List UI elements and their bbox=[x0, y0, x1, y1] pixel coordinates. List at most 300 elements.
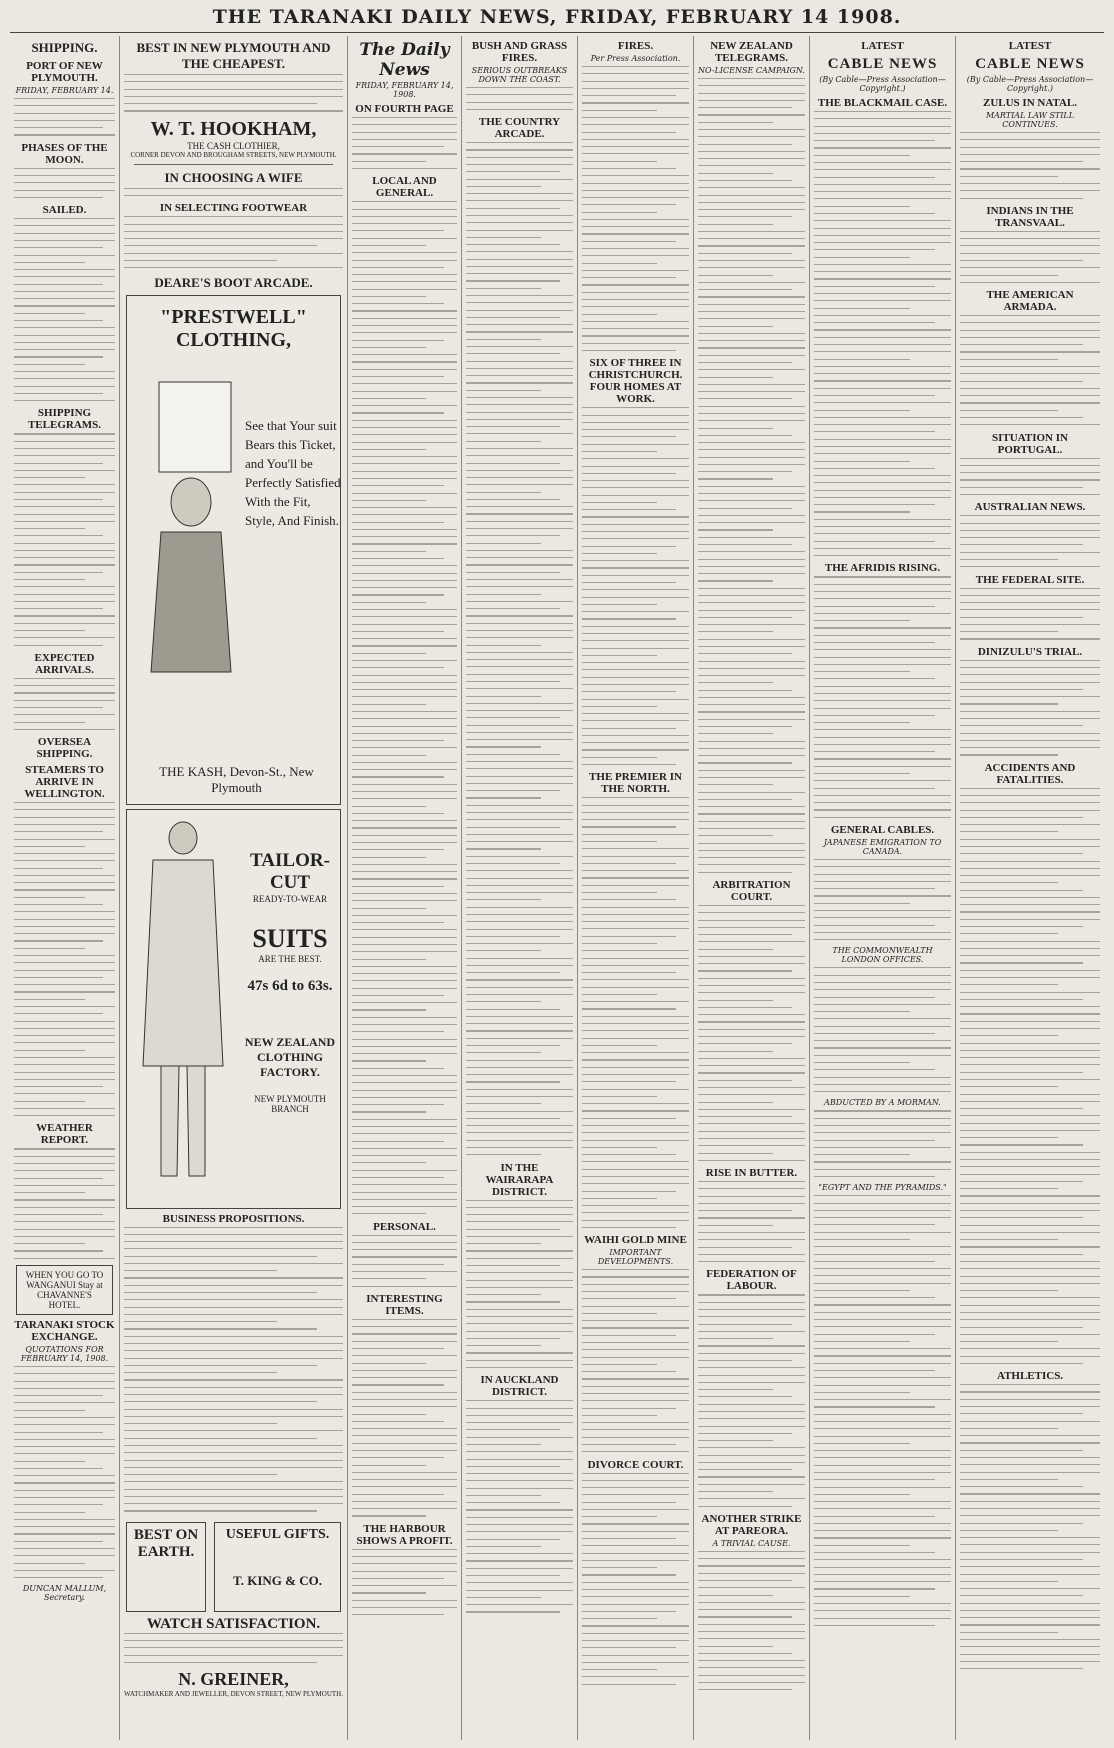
text-line bbox=[582, 1067, 689, 1068]
text-line bbox=[124, 1292, 317, 1293]
text-line bbox=[466, 412, 573, 413]
text-line bbox=[352, 1370, 457, 1371]
text-line bbox=[698, 1294, 805, 1295]
text-line bbox=[582, 979, 689, 980]
text-line bbox=[582, 640, 689, 641]
text-line bbox=[14, 335, 115, 336]
text-line bbox=[582, 429, 689, 430]
text-line bbox=[14, 113, 115, 114]
text-line bbox=[814, 1118, 951, 1119]
text-line bbox=[352, 1549, 457, 1550]
text-line bbox=[352, 117, 457, 118]
text-line bbox=[352, 1031, 444, 1032]
text-line bbox=[582, 994, 657, 995]
text-line bbox=[14, 262, 85, 263]
text-line bbox=[582, 1596, 689, 1597]
text-line bbox=[582, 502, 657, 503]
text-line bbox=[14, 1079, 115, 1080]
text-line bbox=[814, 1610, 951, 1611]
text-line bbox=[14, 105, 115, 106]
text-line bbox=[14, 1199, 115, 1200]
text-line bbox=[582, 1393, 689, 1394]
text-line bbox=[814, 1574, 951, 1575]
text-line bbox=[14, 940, 103, 941]
text-line bbox=[14, 1482, 115, 1483]
text-line bbox=[814, 1176, 935, 1177]
text-line bbox=[698, 1160, 805, 1161]
text-line bbox=[698, 1426, 805, 1427]
text-line bbox=[466, 572, 560, 573]
text-line bbox=[352, 1348, 444, 1349]
text-line bbox=[698, 566, 805, 567]
text-line bbox=[352, 1170, 457, 1171]
text-line bbox=[352, 973, 457, 974]
text-line bbox=[14, 572, 103, 573]
text-line bbox=[582, 1582, 689, 1583]
useful-gifts-ad bbox=[214, 1522, 341, 1612]
text-line bbox=[352, 1414, 426, 1415]
text-line bbox=[814, 678, 935, 679]
text-line bbox=[960, 824, 1100, 825]
text-line bbox=[814, 1110, 951, 1111]
text-line bbox=[698, 1116, 792, 1117]
text-line bbox=[698, 529, 773, 530]
text-line bbox=[352, 463, 457, 464]
fourth-page-text bbox=[352, 117, 457, 169]
text-line bbox=[960, 1523, 1083, 1524]
text-line bbox=[352, 340, 444, 341]
text-line bbox=[960, 977, 1100, 978]
text-line bbox=[814, 453, 951, 454]
text-line bbox=[124, 1248, 343, 1249]
text-line bbox=[582, 197, 689, 198]
text-line bbox=[960, 788, 1100, 789]
text-line bbox=[14, 1115, 115, 1116]
text-line bbox=[698, 748, 805, 749]
text-line bbox=[14, 313, 85, 314]
text-line bbox=[352, 500, 426, 501]
text-line bbox=[352, 1082, 457, 1083]
text-line bbox=[582, 168, 676, 169]
text-line bbox=[698, 631, 773, 632]
text-line bbox=[14, 492, 115, 493]
text-line bbox=[698, 1382, 805, 1383]
text-line bbox=[466, 929, 573, 930]
text-line bbox=[466, 244, 560, 245]
text-line bbox=[582, 928, 689, 929]
text-line bbox=[814, 147, 951, 148]
text-line bbox=[124, 1647, 343, 1648]
text-line bbox=[814, 1033, 935, 1034]
text-line bbox=[352, 1556, 457, 1557]
text-line bbox=[814, 1132, 951, 1133]
bottom-ads bbox=[124, 1518, 343, 1616]
text-line bbox=[960, 245, 1100, 246]
business-text bbox=[124, 1227, 343, 1512]
text-line bbox=[582, 764, 676, 765]
fires-text bbox=[582, 66, 689, 351]
text-line bbox=[960, 1595, 1083, 1596]
text-line bbox=[124, 1256, 317, 1257]
text-line bbox=[698, 144, 792, 145]
text-line bbox=[814, 584, 951, 585]
text-line bbox=[352, 1319, 457, 1320]
text-line bbox=[698, 129, 805, 130]
text-line bbox=[14, 1555, 115, 1556]
text-line bbox=[582, 1269, 689, 1270]
are-the-best: ARE THE BEST. bbox=[258, 953, 322, 964]
text-line bbox=[582, 1161, 689, 1162]
waihi-sub: IMPORTANT DEVELOPMENTS. bbox=[597, 1248, 674, 1267]
text-line bbox=[960, 1559, 1083, 1560]
text-line bbox=[960, 839, 1100, 840]
text-line bbox=[698, 1109, 805, 1110]
text-line bbox=[698, 1058, 805, 1059]
text-line bbox=[466, 142, 573, 143]
text-line bbox=[698, 1418, 805, 1419]
divorce-heading: DIVORCE COURT. bbox=[587, 1458, 684, 1471]
text-line bbox=[466, 1509, 573, 1510]
text-line bbox=[582, 575, 689, 576]
text-line bbox=[352, 871, 457, 872]
text-line bbox=[814, 1465, 951, 1466]
text-line bbox=[698, 1225, 773, 1226]
text-line bbox=[698, 1389, 773, 1390]
text-line bbox=[466, 1488, 573, 1489]
text-line bbox=[582, 1400, 689, 1401]
greiner-name: N. GREINER, bbox=[178, 1669, 289, 1690]
text-line bbox=[466, 1422, 573, 1423]
armada-heading: THE AMERICAN ARMADA. bbox=[986, 289, 1074, 314]
text-line bbox=[14, 168, 115, 169]
text-line bbox=[14, 284, 103, 285]
text-line bbox=[814, 228, 951, 229]
text-line bbox=[814, 213, 935, 214]
text-line bbox=[14, 1108, 115, 1109]
text-line bbox=[960, 1188, 1058, 1189]
text-line bbox=[466, 368, 573, 369]
text-line bbox=[352, 558, 444, 559]
text-line bbox=[698, 813, 805, 814]
text-line bbox=[582, 1001, 689, 1002]
text-line bbox=[814, 1011, 910, 1012]
text-line bbox=[582, 1633, 689, 1634]
text-line bbox=[814, 1487, 951, 1488]
text-line bbox=[698, 617, 792, 618]
moon-table bbox=[14, 168, 115, 198]
text-line bbox=[124, 1423, 277, 1424]
text-line bbox=[124, 1263, 343, 1264]
text-line bbox=[466, 790, 560, 791]
text-line bbox=[582, 1023, 689, 1024]
text-line bbox=[466, 950, 541, 951]
text-line bbox=[814, 1203, 951, 1204]
text-line bbox=[960, 154, 1100, 155]
text-line bbox=[466, 1502, 560, 1503]
no-license-text bbox=[698, 78, 805, 873]
text-line bbox=[352, 434, 457, 435]
text-line bbox=[582, 1618, 657, 1619]
text-line bbox=[352, 252, 457, 253]
text-line bbox=[814, 162, 951, 163]
text-line bbox=[14, 926, 115, 927]
text-line bbox=[582, 153, 689, 154]
text-line bbox=[466, 1111, 573, 1112]
text-line bbox=[960, 1028, 1100, 1029]
text-line bbox=[14, 1221, 115, 1222]
text-line bbox=[960, 1283, 1100, 1284]
afridis-text bbox=[814, 576, 951, 817]
text-line bbox=[960, 132, 1100, 133]
text-line bbox=[124, 110, 343, 111]
text-line bbox=[814, 264, 951, 265]
text-line bbox=[814, 1603, 951, 1604]
text-line bbox=[814, 359, 910, 360]
text-line bbox=[698, 1232, 805, 1233]
text-line bbox=[14, 1042, 115, 1043]
text-line bbox=[466, 1568, 573, 1569]
text-line bbox=[466, 543, 541, 544]
text-line bbox=[698, 610, 805, 611]
text-line bbox=[14, 714, 115, 715]
text-line bbox=[352, 944, 457, 945]
text-line bbox=[698, 187, 805, 188]
text-line bbox=[960, 1566, 1100, 1567]
text-line bbox=[814, 475, 951, 476]
text-line bbox=[814, 917, 951, 918]
text-line bbox=[582, 706, 657, 707]
text-line bbox=[960, 410, 1058, 411]
text-line bbox=[814, 744, 951, 745]
text-line bbox=[814, 874, 951, 875]
text-line bbox=[14, 269, 115, 270]
text-line bbox=[582, 1357, 689, 1358]
text-line bbox=[352, 1486, 457, 1487]
text-line bbox=[582, 1640, 689, 1641]
text-line bbox=[814, 925, 935, 926]
text-line bbox=[352, 412, 444, 413]
text-line bbox=[466, 863, 560, 864]
text-line bbox=[14, 1410, 85, 1411]
text-line bbox=[960, 602, 1100, 603]
text-line bbox=[698, 296, 805, 297]
text-line bbox=[352, 1133, 457, 1134]
text-line bbox=[698, 864, 805, 865]
text-line bbox=[14, 1475, 115, 1476]
text-line bbox=[960, 703, 1058, 704]
text-line bbox=[466, 1352, 573, 1353]
text-line bbox=[352, 667, 444, 668]
text-line bbox=[466, 1429, 560, 1430]
text-line bbox=[124, 267, 343, 268]
text-line bbox=[698, 1145, 805, 1146]
footwear-text bbox=[124, 216, 343, 268]
text-line bbox=[352, 551, 426, 552]
text-line bbox=[14, 455, 115, 456]
text-line bbox=[698, 1498, 805, 1499]
text-line bbox=[124, 1299, 343, 1300]
text-line bbox=[698, 755, 805, 756]
text-line bbox=[960, 941, 1100, 942]
text-line bbox=[14, 809, 115, 810]
text-line bbox=[352, 1508, 457, 1509]
text-line bbox=[698, 1210, 792, 1211]
text-line bbox=[698, 1573, 805, 1574]
text-line bbox=[14, 564, 115, 565]
text-line bbox=[352, 485, 444, 486]
text-line bbox=[352, 689, 457, 690]
wife-text bbox=[124, 188, 343, 196]
text-line bbox=[14, 722, 85, 723]
text-line bbox=[14, 400, 115, 401]
text-line bbox=[814, 1326, 951, 1327]
text-line bbox=[466, 1451, 573, 1452]
dinizulu-text bbox=[960, 660, 1100, 756]
text-line bbox=[698, 941, 805, 942]
text-line bbox=[960, 1581, 1058, 1582]
text-line bbox=[698, 522, 805, 523]
text-line bbox=[582, 1480, 689, 1481]
text-line bbox=[14, 378, 115, 379]
text-line bbox=[14, 1548, 115, 1549]
text-line bbox=[814, 1232, 951, 1233]
shipping-telegrams-text bbox=[14, 433, 115, 645]
text-line bbox=[352, 959, 426, 960]
text-line bbox=[960, 168, 1100, 169]
wife-heading: IN CHOOSING A WIFE bbox=[164, 169, 303, 185]
text-line bbox=[466, 1360, 573, 1361]
text-line bbox=[582, 877, 689, 878]
text-line bbox=[466, 1611, 560, 1612]
oversea-heading: OVERSEA SHIPPING. bbox=[36, 736, 93, 761]
text-line bbox=[814, 1392, 910, 1393]
text-line bbox=[960, 875, 1100, 876]
text-line bbox=[698, 1051, 773, 1052]
text-line bbox=[814, 308, 910, 309]
text-line bbox=[582, 1560, 689, 1561]
text-line bbox=[14, 579, 85, 580]
text-line bbox=[352, 842, 457, 843]
text-line bbox=[352, 1271, 457, 1272]
text-line bbox=[582, 299, 689, 300]
text-line bbox=[698, 934, 792, 935]
bush-fires-text bbox=[466, 87, 573, 110]
text-line bbox=[960, 1246, 1100, 1247]
text-line bbox=[124, 1387, 343, 1388]
text-line bbox=[582, 720, 689, 721]
text-line bbox=[582, 655, 657, 656]
text-line bbox=[698, 835, 773, 836]
text-line bbox=[814, 395, 935, 396]
text-line bbox=[814, 402, 951, 403]
text-line bbox=[814, 788, 935, 789]
text-line bbox=[960, 523, 1100, 524]
text-line bbox=[352, 908, 426, 909]
text-line bbox=[582, 1408, 676, 1409]
accidents-heading: ACCIDENTS AND FATALITIES. bbox=[984, 761, 1076, 786]
commonwealth-heading: THE COMMONWEALTH LONDON OFFICES. bbox=[832, 946, 933, 965]
quotations-heading: QUOTATIONS FOR FEBRUARY 14, 1908. bbox=[20, 1344, 109, 1363]
moon-heading: PHASES OF THE MOON. bbox=[21, 141, 108, 166]
text-line bbox=[466, 717, 560, 718]
text-line bbox=[466, 94, 573, 95]
text-line bbox=[960, 1101, 1100, 1102]
text-line bbox=[960, 1668, 1083, 1669]
text-line bbox=[466, 259, 573, 260]
text-line bbox=[582, 567, 689, 568]
text-line bbox=[698, 1338, 773, 1339]
text-line bbox=[466, 1236, 573, 1237]
text-line bbox=[960, 1479, 1058, 1480]
text-line bbox=[814, 1348, 951, 1349]
hotel-ad-text: WHEN YOU GO TO WANGANUI Stay at CHAVANNE'S HOTEL. bbox=[25, 1269, 104, 1310]
text-line bbox=[124, 1510, 317, 1511]
text-line bbox=[466, 1517, 573, 1518]
text-line bbox=[960, 1552, 1100, 1553]
text-line bbox=[14, 1461, 85, 1462]
text-line bbox=[14, 1453, 115, 1454]
text-line bbox=[698, 624, 805, 625]
text-line bbox=[14, 645, 103, 646]
text-line bbox=[124, 188, 343, 189]
text-line bbox=[960, 992, 1100, 993]
text-line bbox=[960, 970, 1100, 971]
text-line bbox=[698, 949, 773, 950]
text-line bbox=[698, 85, 805, 86]
text-line bbox=[814, 249, 935, 250]
text-line bbox=[814, 1385, 951, 1386]
text-line bbox=[14, 977, 103, 978]
text-line bbox=[960, 388, 1100, 389]
text-line bbox=[124, 1460, 343, 1461]
text-line bbox=[814, 373, 951, 374]
text-line bbox=[960, 667, 1100, 668]
text-line bbox=[960, 1530, 1058, 1531]
text-line bbox=[698, 1331, 805, 1332]
athletics-heading: ATHLETICS. bbox=[996, 1370, 1064, 1383]
text-line bbox=[124, 1474, 277, 1475]
text-line bbox=[582, 124, 689, 125]
weather-heading: WEATHER REPORT. bbox=[36, 1122, 93, 1147]
divider bbox=[134, 164, 333, 165]
text-line bbox=[698, 508, 792, 509]
text-line bbox=[14, 98, 115, 99]
text-line bbox=[14, 839, 115, 840]
text-line bbox=[466, 936, 560, 937]
text-line bbox=[698, 992, 805, 993]
column-shipping bbox=[10, 36, 120, 1740]
text-line bbox=[14, 1013, 103, 1014]
text-line bbox=[960, 424, 1100, 425]
text-line bbox=[582, 1531, 689, 1532]
text-line bbox=[698, 435, 792, 436]
text-line bbox=[582, 233, 689, 234]
text-line bbox=[466, 987, 573, 988]
text-line bbox=[698, 1102, 773, 1103]
sailed-text bbox=[14, 218, 115, 401]
text-line bbox=[352, 682, 457, 683]
useful-gifts-heading: USEFUL GIFTS. bbox=[225, 1526, 330, 1542]
text-line bbox=[14, 1512, 85, 1513]
text-line bbox=[960, 530, 1100, 531]
text-line bbox=[14, 897, 85, 898]
text-line bbox=[352, 1053, 457, 1054]
text-line bbox=[466, 797, 541, 798]
text-line bbox=[466, 222, 573, 223]
text-line bbox=[466, 1200, 573, 1201]
text-line bbox=[352, 988, 457, 989]
text-line bbox=[466, 1229, 560, 1230]
